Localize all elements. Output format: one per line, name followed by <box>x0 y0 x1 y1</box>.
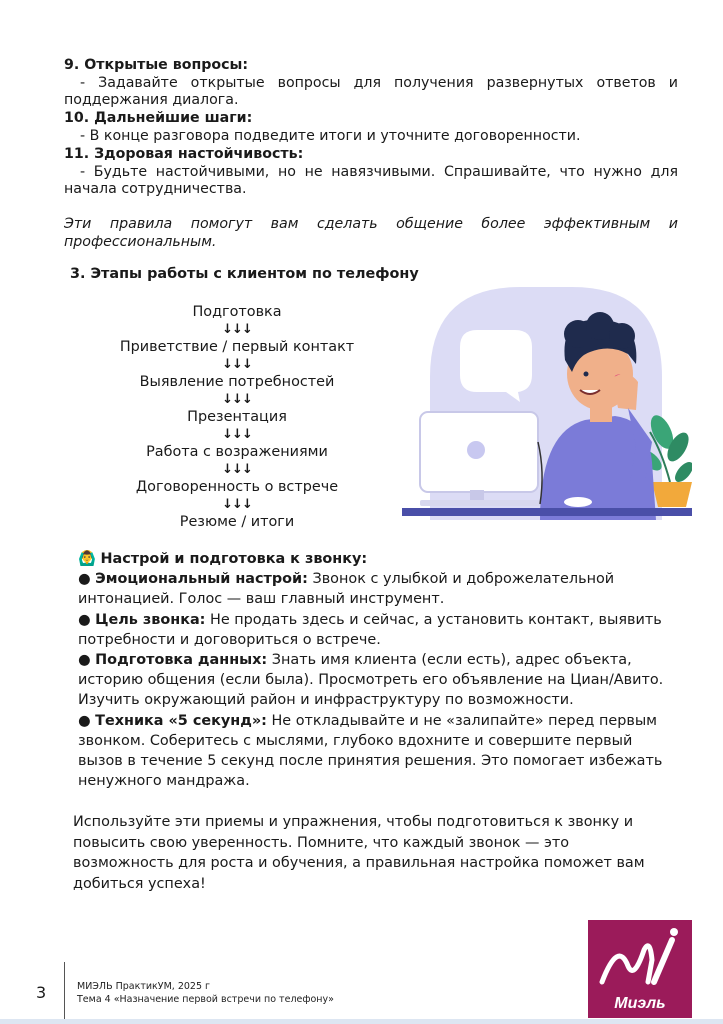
section-body: - Будьте настойчивыми, но не навязчивыми. Спрашивайте, что нужно для начала сотрудничества. <box>64 163 678 198</box>
stages-flow <box>94 304 380 531</box>
section-next-steps <box>64 110 678 145</box>
section-persistence <box>64 146 678 199</box>
list-item: ● Подготовка данных: Знать имя клиента (если есть), адрес объекта, историю общения (если была). Просмотреть его объявление на Циан/Авито. Изучить окружающий район и инфраструктуру по возможности. <box>78 652 664 709</box>
section-body: - Задавайте открытые вопросы для получения развернутых ответов и поддержания диалога. <box>64 74 678 109</box>
section-heading: 10. Дальнейшие шаги: <box>64 110 253 126</box>
down-arrows-icon: ↓↓↓ <box>222 357 252 372</box>
preparation-title: Настрой и подготовка к звонку: <box>100 551 368 567</box>
list-item: ● Техника «5 секунд»: Не откладывайте и не «залипайте» перед первым звонком. Соберитесь с мыслями, глубоко вдохните и совершите первый вызов в течение 5 секунд после принятия решения. Это помогает избежать ненужного мандража. <box>78 712 663 790</box>
section-open-questions <box>64 57 678 110</box>
list-item: ● Цель звонка: Не продать здесь и сейчас, а установить контакт, выявить потребности и договориться о встрече. <box>78 611 662 648</box>
item-text: Не продать здесь и сейчас, а установить контакт, выявить потребности и договориться о встрече. <box>78 611 662 648</box>
person-gesture-icon: 🙆‍♂️ <box>78 551 96 567</box>
flow-step: Резюме / итоги <box>179 514 295 530</box>
down-arrows-icon: ↓↓↓ <box>222 322 252 337</box>
preparation-section <box>78 549 678 791</box>
footer-line-1: МИЭЛЬ ПрактикУМ, 2025 г <box>77 981 211 992</box>
down-arrows-icon: ↓↓↓ <box>222 427 252 442</box>
down-arrows-icon: ↓↓↓ <box>222 497 252 512</box>
list-item: ● Эмоциональный настрой: Звонок с улыбкой и доброжелательной интонацией. Голос — ваш главный инструмент. <box>78 571 615 608</box>
flow-step: Работа с возражениями <box>146 444 328 460</box>
item-label: Техника «5 секунд»: <box>95 712 267 729</box>
logo-text: Миэль <box>614 995 666 1012</box>
flow-step: Выявление потребностей <box>139 374 335 390</box>
flow-step: Приветствие / первый контакт <box>119 339 355 355</box>
closing-paragraph: Используйте эти приемы и упражнения, чтобы подготовиться к звонку и повысить свою уверенность. Помните, что каждый звонок — это возможность для роста и обучения, а правильная настройка поможет вам добиться успеха! <box>73 814 645 892</box>
flow-step: Презентация <box>187 409 287 425</box>
section-heading: 11. Здоровая настойчивость: <box>64 146 304 162</box>
flow-step: Подготовка <box>192 304 282 320</box>
item-label: Эмоциональный настрой: <box>95 571 308 588</box>
miel-logo-mark-icon <box>588 920 692 1018</box>
bottom-bar <box>0 1019 723 1024</box>
down-arrows-icon: ↓↓↓ <box>222 462 252 477</box>
section-heading: 9. Открытые вопросы: <box>64 57 249 73</box>
item-text: Звонок с улыбкой и доброжелательной интонацией. Голос — ваш главный инструмент. <box>78 571 615 608</box>
italic-note: Эти правила помогут вам сделать общение более эффективным и профессиональным. <box>64 216 678 250</box>
footer-text <box>77 980 334 1006</box>
phone-call-illustration <box>400 282 692 522</box>
item-label: Цель звонка: <box>95 611 206 628</box>
item-text: Не откладывайте и не «залипайте» перед первым звонком. Соберитесь с мыслями, глубоко вдохните и совершите первый вызов в течение 5 секунд после принятия решения. Это помогает избежать ненужного мандража. <box>78 712 663 790</box>
down-arrows-icon: ↓↓↓ <box>222 392 252 407</box>
preparation-heading <box>78 549 678 569</box>
section-body: - В конце разговора подведите итоги и уточните договоренности. <box>80 127 581 144</box>
flow-step: Договоренность о встрече <box>135 479 339 495</box>
stages-heading: 3. Этапы работы с клиентом по телефону <box>70 266 419 282</box>
miel-logo <box>588 920 692 1018</box>
item-text: Знать имя клиента (если есть), адрес объекта, историю общения (если была). Просмотреть его объявление на Циан/Авито. Изучить окружающий район и инфраструктуру по возможности. <box>78 652 664 709</box>
page-number: 3 <box>36 983 47 1002</box>
footer-divider <box>64 962 65 1020</box>
footer-line-2: Тема 4 «Назначение первой встречи по телефону» <box>77 994 334 1005</box>
item-label: Подготовка данных: <box>95 652 268 669</box>
